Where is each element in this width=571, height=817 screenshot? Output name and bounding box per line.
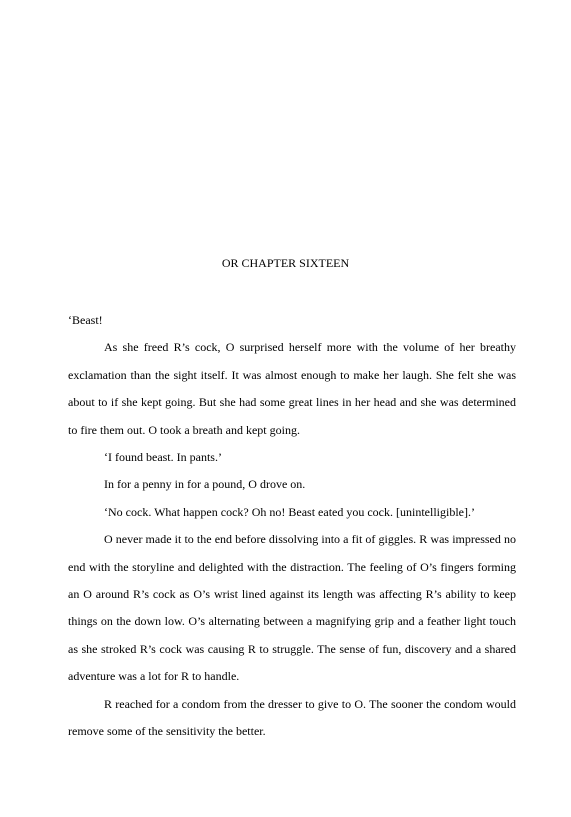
paragraph-6: O never made it to the end before dissolving into a fit of giggles. R was impressed no end with the storyline and delighted with the distraction. The feeling of O’s fingers forming an O around R’s cock as O’s wrist lined against its length was affecting R’s ability to keep things on the down low. O’s alternating between a magnifying grip and a feather light touch as she stroked R’s cock was causing R to struggle. The sense of fun, discovery and a shared adventure was a lot for R to handle. bbox=[68, 532, 516, 684]
paragraph-1: ‘Beast! bbox=[68, 313, 103, 327]
paragraph-4: In for a penny in for a pound, O drove on. bbox=[104, 477, 306, 492]
paragraph-5: ‘No cock. What happen cock? Oh no! Beast eated you cock. [unintelligible].’ bbox=[104, 504, 475, 519]
body-text bbox=[68, 307, 516, 746]
paragraph-7: R reached for a condom from the dresser to give to O. The sooner the condom would remove some of the sensitivity the better. bbox=[68, 696, 516, 739]
chapter-title: OR CHAPTER SIXTEEN bbox=[221, 256, 350, 270]
paragraph-3: ‘I found beast. In pants.’ bbox=[104, 450, 222, 465]
paragraph-2: As she freed R’s cock, O surprised herself more with the volume of her breathy exclamation than the sight itself. It was almost enough to make her laugh. She felt she was about to if she kept going. But she had some great lines in her head and she was determined to fire them out. O took a breath and kept going. bbox=[68, 340, 516, 437]
